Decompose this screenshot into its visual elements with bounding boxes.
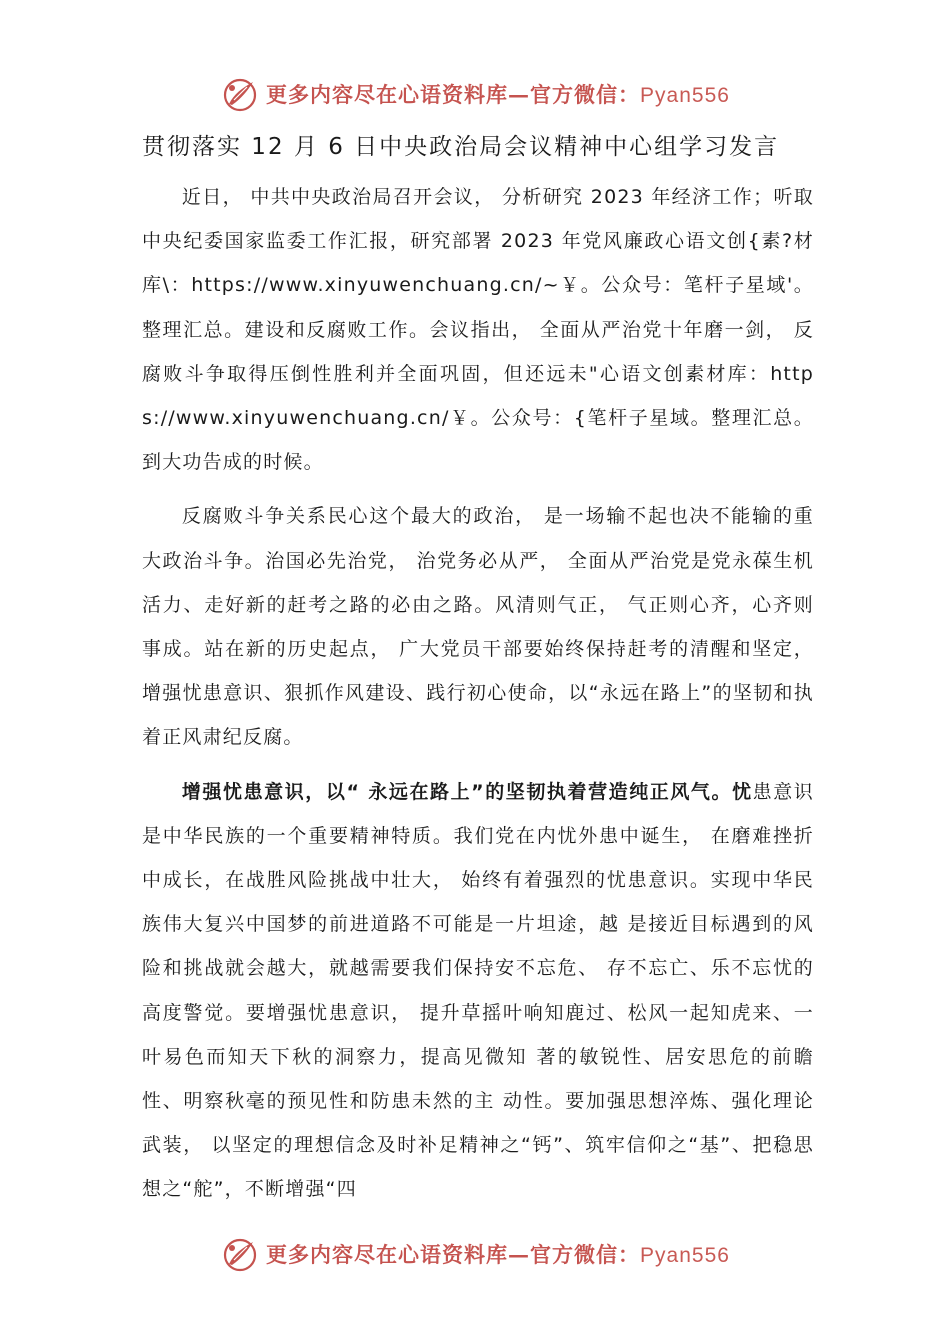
banner-text: 更多内容尽在心语资料库—官方微信：Pyan556 [266, 82, 730, 107]
brand-logo-icon [220, 74, 260, 114]
paragraph-3 [142, 770, 814, 1212]
paragraph-1 [142, 175, 814, 484]
brand-logo-icon [220, 1234, 260, 1274]
banner-handle: Pyan556 [640, 1244, 730, 1267]
document-title: 贯彻落实 12 月 6 日中央政治局会议精神中心组学习发言 [142, 134, 780, 160]
footer-banner [0, 1232, 950, 1276]
paragraph-3-lead: 增强忧患意识，以“ 永远在路上”的坚韧执着营造纯正风气。忧 [181, 780, 753, 803]
document-body [142, 125, 814, 1222]
paragraph-1-text: 近日， 中共中央政治局召开会议， 分析研究 2023 年经济工作；听取中央纪委国家监委工作汇报，研究部署 2023 年党风廉政心语文创{素?材库\：https://www.xinyuwenchuang.cn/~￥。公众号：笔杆子星域'。整理汇总。建设和反腐败工作。会议指出， 全面从严治党十年磨一剑， 反腐败斗争取得压倒性胜利并全面巩固，但还远未"心语文创素材库：https://www.xinyuwenchuang.cn/￥。公众号：{笔杆子星域。整理汇总。到大功告成的时候。 [142, 186, 814, 474]
header-banner [0, 72, 950, 116]
banner-handle: Pyan556 [640, 84, 730, 107]
paragraph-3-text: 患意识是中华民族的一个重要精神特质。我们党在内忧外患中诞生， 在磨难挫折中成长，在战胜风险挑战中壮大， 始终有着强烈的忧患意识。实现中华民族伟大复兴中国梦的前进道路不可能是一片坦途，越 是接近目标遇到的风险和挑战就会越大，就越需要我们保持安不忘危、 存不忘亡、乐不忘忧的高度警觉。要增强忧患意识， 提升草摇叶响知鹿过、松风一起知虎来、一叶易色而知天下秋的洞察力，提高见微知 著的敏锐性、居安思危的前瞻性、明察秋毫的预见性和防患未然的主 动性。要加强思想淬炼、强化理论武装， 以坚定的理想信念及时补足精神之“钙”、筑牢信仰之“基”、把稳思想之“舵”，不断增强“四 [142, 780, 814, 1201]
paragraph-2 [142, 494, 814, 759]
paragraph-2-text: 反腐败斗争关系民心这个最大的政治， 是一场输不起也决不能输的重大政治斗争。治国必先治党， 治党务必从严， 全面从严治党是党永葆生机活力、走好新的赶考之路的必由之路。风清则气正， 气正则心齐，心齐则事成。站在新的历史起点， 广大党员干部要始终保持赶考的清醒和坚定， 增强忧患意识、狠抓作风建设、践行初心使命，以“永远在路上”的坚韧和执着正风肃纪反腐。 [142, 505, 814, 749]
banner-text: 更多内容尽在心语资料库—官方微信：Pyan556 [266, 1242, 730, 1267]
